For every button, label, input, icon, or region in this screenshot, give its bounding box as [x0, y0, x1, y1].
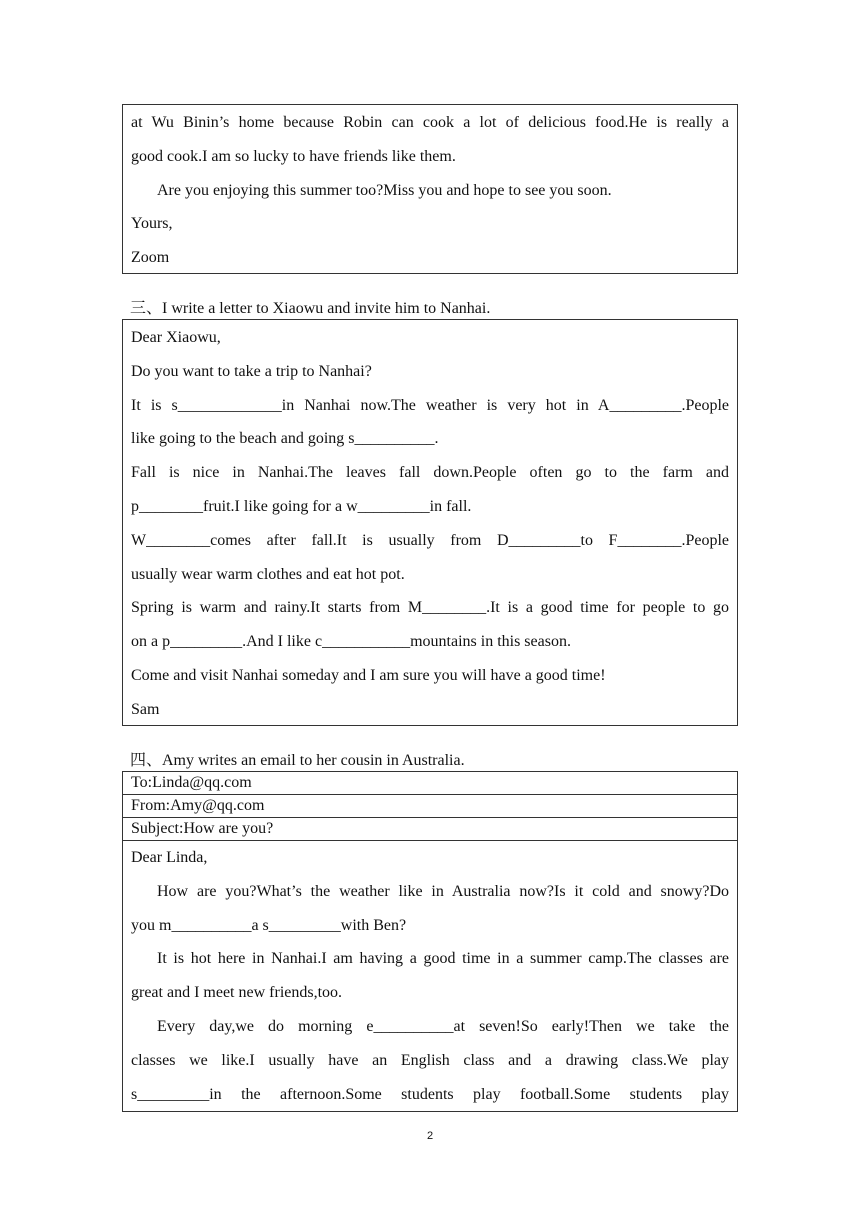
- letter-line: Are you enjoying this summer too?Miss you and hope to see you soon.: [157, 181, 612, 199]
- letter-line: Do you want to take a trip to Nanhai?: [131, 362, 372, 380]
- letter-line: at Wu Binin’s home because Robin can cook a lot of delicious food.He is really a: [131, 114, 729, 131]
- email-to: To:Linda@qq.com: [123, 772, 738, 795]
- letter-line: W________comes after fall.It is usually from D_________to F________.People: [131, 531, 729, 549]
- letter-line: usually wear warm clothes and eat hot pot.: [131, 565, 405, 583]
- previous-letter-box: [122, 104, 738, 274]
- letter-line: Come and visit Nanhai someday and I am sure you will have a good time!: [131, 666, 606, 684]
- email-line: s_________in the afternoon.Some students play football.Some students play: [131, 1085, 729, 1103]
- email-line: It is hot here in Nanhai.I am having a good time in a summer camp.The classes are: [157, 950, 729, 968]
- letter-line: p________fruit.I like going for a w_________in fall.: [131, 497, 472, 515]
- email-line: classes we like.I usually have an English class and a drawing class.We play: [131, 1051, 729, 1069]
- letter-line: It is s_____________in Nanhai now.The weather is very hot in A_________.People: [131, 396, 729, 414]
- email-line: great and I meet new friends,too.: [131, 984, 343, 1002]
- email-line: Every day,we do morning e__________at seven!So early!Then we take the: [157, 1017, 729, 1035]
- email-table: [122, 771, 738, 1112]
- email-line: you m__________a s_________with Ben?: [131, 916, 407, 934]
- letter-greeting: Dear Xiaowu,: [131, 329, 221, 346]
- letter-closing: Yours,: [131, 215, 173, 233]
- letter-line: Spring is warm and rainy.It starts from M________.It is a good time for people to go: [131, 599, 729, 617]
- email-body: [123, 841, 738, 1112]
- letter-line: Fall is nice in Nanhai.The leaves fall down.People often go to the farm and: [131, 464, 729, 482]
- page-number: 2: [426, 1130, 434, 1142]
- email-line: How are you?What’s the weather like in Australia now?Is it cold and snowy?Do: [157, 882, 729, 900]
- section-4-heading: 四、Amy writes an email to her cousin in Australia.: [130, 752, 465, 769]
- email-greeting: Dear Linda,: [131, 849, 208, 866]
- email-from: From:Amy@qq.com: [123, 795, 738, 818]
- letter-line: good cook.I am so lucky to have friends like them.: [131, 147, 456, 165]
- letter-signature: Zoom: [131, 249, 170, 267]
- nanhai-letter-box: [122, 319, 738, 726]
- section-3-heading: 三、I write a letter to Xiaowu and invite him to Nanhai.: [130, 300, 491, 317]
- email-subject: Subject:How are you?: [123, 818, 738, 841]
- letter-signature: Sam: [131, 700, 160, 718]
- letter-line: like going to the beach and going s__________.: [131, 430, 439, 448]
- letter-line: on a p_________.And I like c___________mountains in this season.: [131, 633, 571, 651]
